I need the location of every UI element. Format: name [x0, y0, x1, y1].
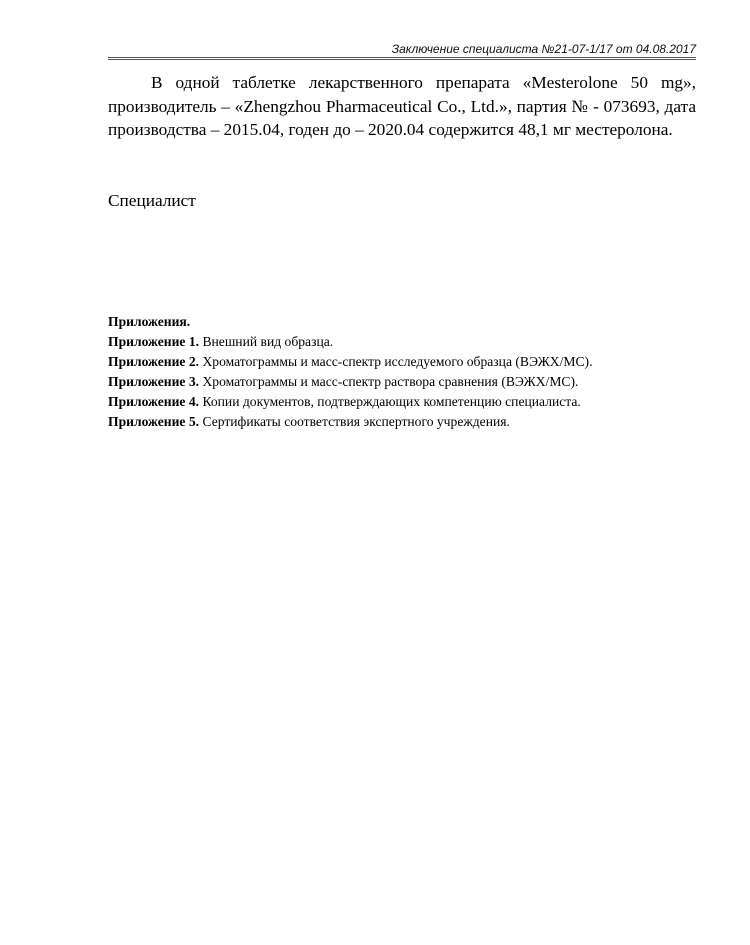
- conclusion-paragraph: В одной таблетке лекарственного препарата «Mesterolone 50 mg», производитель – «Zhengzhou Pharmaceutical Co., Ltd.», партия № - 073693, дата производства – 2015.04, годен до – 2020.04 содержится 48,1 мг местеролона.: [108, 73, 696, 140]
- appendix-item-1: [108, 332, 708, 352]
- appendix-label: Приложение 5.: [108, 414, 200, 429]
- appendix-label: Приложение 4.: [108, 394, 200, 409]
- appendices-list: [108, 312, 708, 432]
- appendix-text: Сертификаты соответствия экспертного учреждения.: [199, 414, 510, 429]
- header-divider: [108, 57, 696, 60]
- appendix-item-2: [108, 352, 708, 372]
- appendix-text: Хроматограммы и масс-спектр раствора сравнения (ВЭЖХ/МС).: [199, 374, 579, 389]
- appendices-title: Приложения.: [108, 314, 191, 329]
- appendix-text: Внешний вид образца.: [199, 334, 334, 349]
- appendix-label: Приложение 2.: [108, 354, 200, 369]
- specialist-signature-label: Специалист: [108, 191, 196, 210]
- document-header: Заключение специалиста №21-07-1/17 от 04.08.2017: [391, 42, 696, 56]
- appendix-text: Копии документов, подтверждающих компетенцию специалиста.: [199, 394, 581, 409]
- appendix-label: Приложение 1.: [108, 334, 200, 349]
- appendix-text: Хроматограммы и масс-спектр исследуемого образца (ВЭЖХ/МС).: [199, 354, 593, 369]
- appendix-item-4: [108, 392, 708, 412]
- appendix-label: Приложение 3.: [108, 374, 200, 389]
- appendix-item-3: [108, 372, 708, 392]
- appendix-item-5: [108, 412, 708, 432]
